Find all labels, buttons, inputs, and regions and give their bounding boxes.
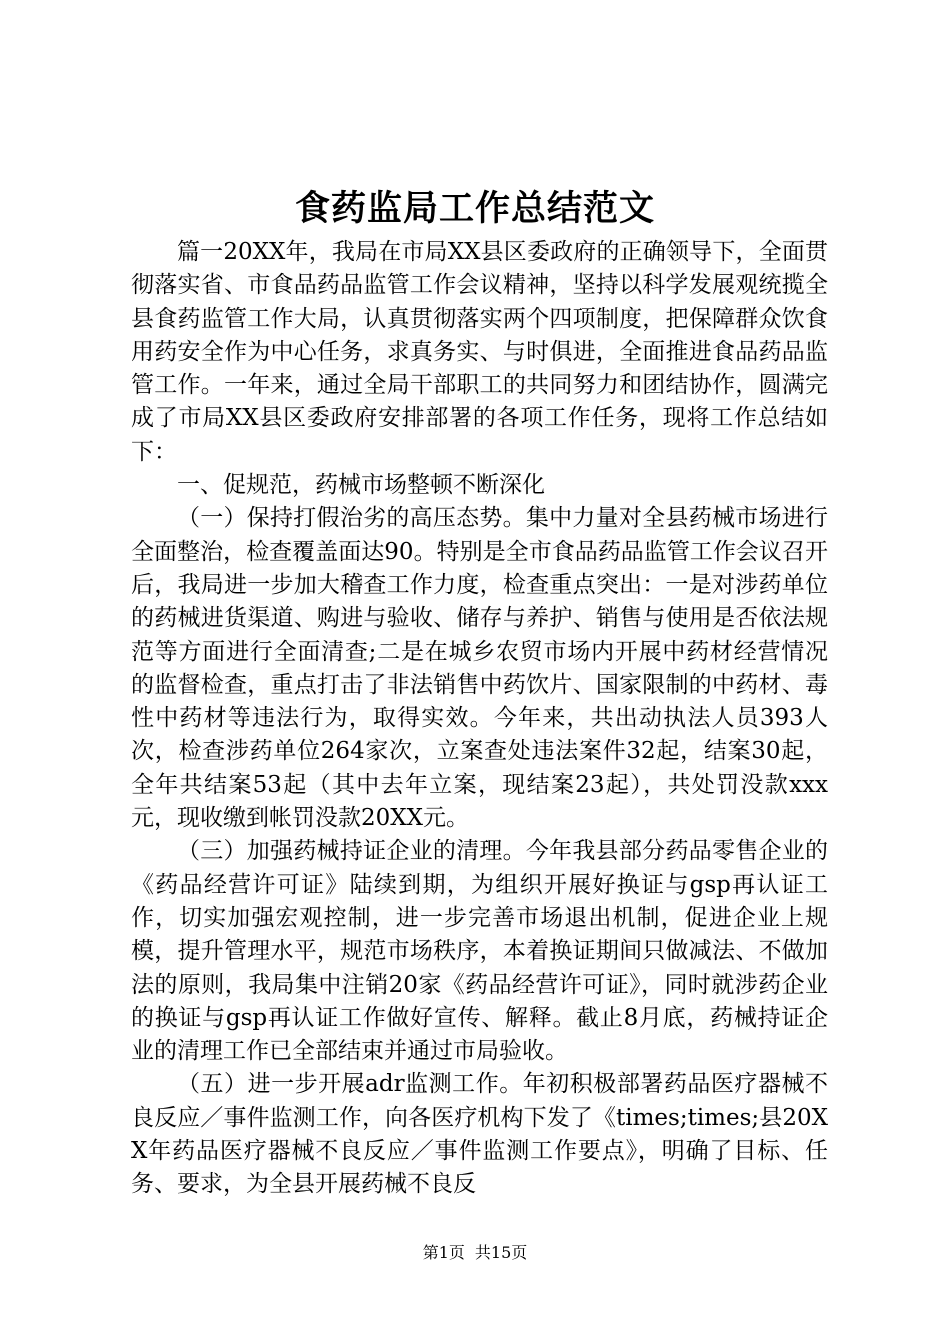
document-title: 食药监局工作总结范文 <box>294 188 655 229</box>
intro-paragraph: 篇一20XX年，我局在市局XX县区委政府的正确领导下，全面贯彻落实省、市食品药品监管工作会议精神，坚持以科学发展观统揽全县食药监管工作大局，认真贯彻落实两个四项制度，把保障群众饮食用药安全作为中心任务，求真务实、与时俱进，全面推进食品药品监管工作。一年来，通过全局干部职工的共同努力和团结协作，圆满完成了市局XX县区委政府安排部署的各项工作任务，现将工作总结如下： <box>131 239 828 465</box>
paragraph-item-3: （三）加强药械持证企业的清理。今年我县部分药品零售企业的《药品经营许可证》陆续到期，为组织开展好换证与gsp再认证工作，切实加强宏观控制，进一步完善市场退出机制，促进企业上规模，提升管理水平，规范市场秩序，本着换证期间只做减法、不做加法的原则，我局集中注销20家《药品经营许可证》，同时就涉药企业的换证与gsp再认证工作做好宣传、解释。截止8月底，药械持证企业的清理工作已全部结束并通过市局验收。 <box>131 838 828 1065</box>
page-footer <box>0 1243 950 1263</box>
document-body <box>131 236 828 1202</box>
page-number: 第1页 <box>422 1243 465 1262</box>
paragraph-item-5: （五）进一步开展adr监测工作。年初积极部署药品医疗器械不良反应／事件监测工作，向各医疗机构下发了《times;times;县20XX年药品医疗器械不良反应／事件监测工作要点》，明确了目标、任务、要求，为全县开展药械不良反 <box>131 1071 828 1198</box>
paragraph-item-1: （一）保持打假治劣的高压态势。集中力量对全县药械市场进行全面整治，检查覆盖面达90。特别是全市食品药品监管工作会议召开后，我局进一步加大稽查工作力度，检查重点突出：一是对涉药单位的药械进货渠道、购进与验收、储存与养护、销售与使用是否依法规范等方面进行全面清查;二是在城乡农贸市场内开展中药材经营情况的监督检查，重点打击了非法销售中药饮片、国家限制的中药材、毒性中药材等违法行为，取得实效。今年来，共出动执法人员393人次，检查涉药单位264家次，立案查处违法案件32起，结案30起，全年共结案53起（其中去年立案，现结案23起），共处罚没款xxx元，现收缴到帐罚没款20XX元。 <box>131 505 828 832</box>
section-heading: 一、促规范，药械市场整顿不断深化 <box>177 472 545 499</box>
page-total: 共15页 <box>474 1243 528 1262</box>
